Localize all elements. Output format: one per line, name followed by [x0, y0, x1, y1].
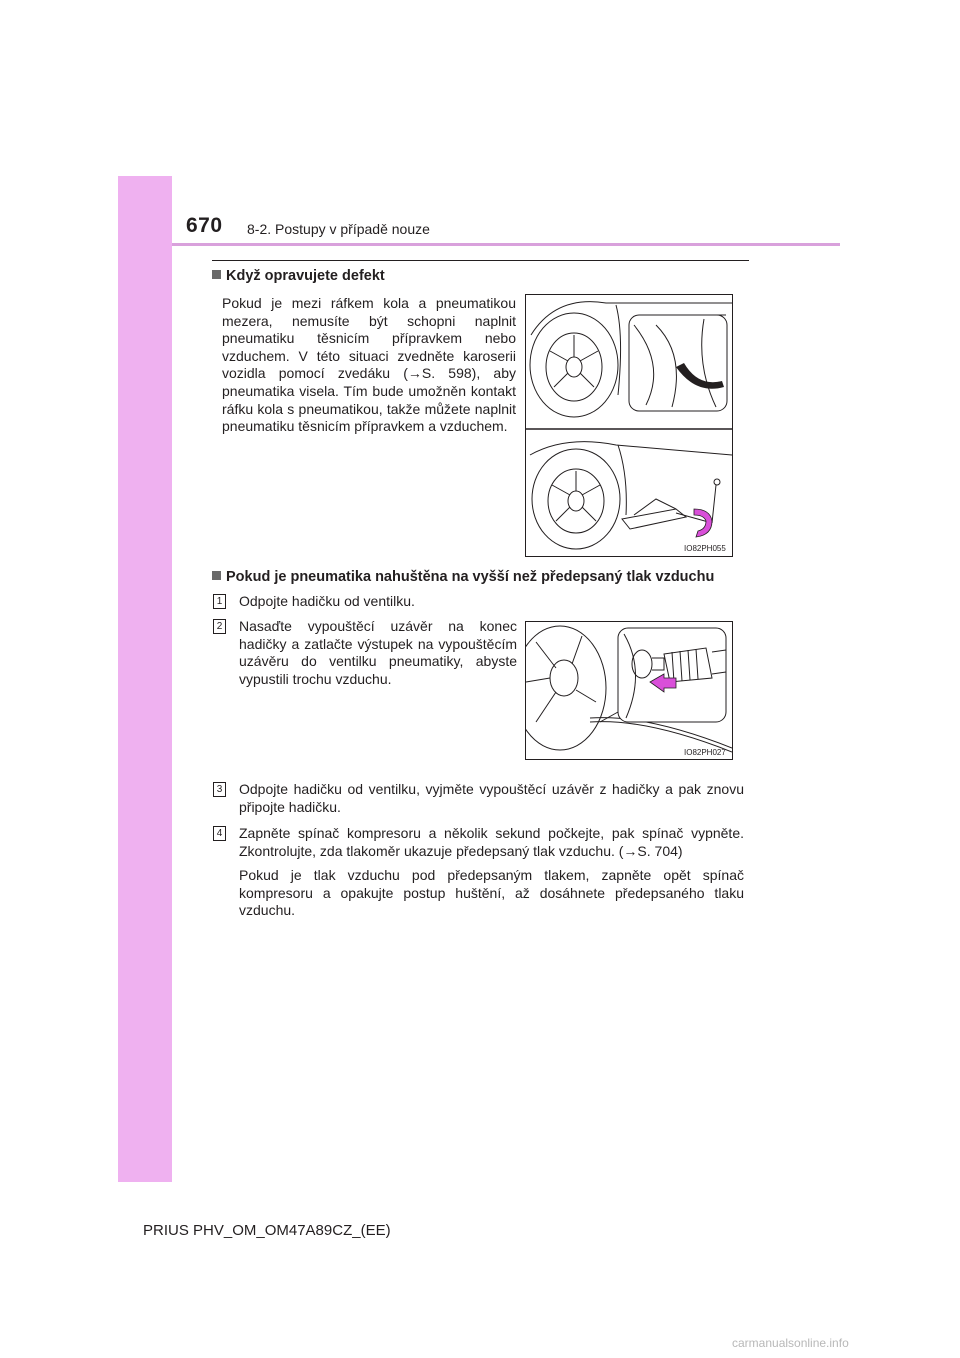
- figure-jack-lift: [525, 294, 733, 557]
- watermark: carmanualsonline.info: [732, 1336, 849, 1350]
- step-number-3: 3: [213, 782, 226, 797]
- step-3-text: Odpojte hadičku od ventilku, vyjměte vypouštěcí uzávěr z hadičky a pak znovu připojte hadičku.: [239, 781, 744, 815]
- content-rule: [212, 260, 749, 261]
- paragraph-defect: Pokud je mezi ráfkem kola a pneumatikou mezera, nemusíte být schopni naplnit pneumatiku těsnicím přípravkem nebo vzduchem. V této situaci zvedněte karoserii vozidla pomocí zvedáku (→S. 598), aby pneumatika visela. Tím bude umožněn kontakt ráfku kola s pneumatikou, takže můžete naplnit pneumatiku těsnicím přípravkem a vzduchem.: [222, 295, 516, 435]
- heading-text: Když opravujete defekt: [226, 268, 385, 284]
- chapter-sidebar-tab: [118, 176, 172, 1182]
- step-number-4: 4: [213, 826, 226, 841]
- step-2-text: Nasaďte vypouštěcí uzávěr na konec hadičky a zatlačte výstupek na vypouštěcím uzávěru do ventilku pneumatiky, abyste vypustili trochu vzduchu.: [239, 618, 517, 687]
- heading-overinflated: [212, 569, 714, 585]
- footer-doc-code: PRIUS PHV_OM_OM47A89CZ_(EE): [143, 1222, 391, 1239]
- section-title: 8-2. Postupy v případě nouze: [247, 221, 430, 237]
- header-divider: [172, 243, 840, 246]
- step-number-2: 2: [213, 619, 226, 634]
- jack-lift-illustration: [526, 295, 732, 556]
- step-1-text: Odpojte hadičku od ventilku.: [239, 593, 415, 609]
- figure-code: IO82PH055: [684, 544, 726, 553]
- figure-code: IO82PH027: [684, 748, 726, 757]
- heading-text: Pokud je pneumatika nahuštěna na vyšší než předepsaný tlak vzduchu: [226, 569, 715, 585]
- square-bullet-icon: [212, 270, 221, 279]
- valve-release-illustration: [526, 622, 732, 759]
- figure-valve-release: [525, 621, 733, 760]
- page-number: 670: [186, 214, 223, 237]
- step-4-note: Pokud je tlak vzduchu pod předepsaným tlakem, zapněte opět spínač kompresoru a opakujte postup huštění, až dosáhnete předepsaného tlaku vzduchu.: [239, 867, 744, 919]
- step-4-text: Zapněte spínač kompresoru a několik sekund počkejte, pak spínač vypněte. Zkontrolujte, zda tlakoměr ukazuje předepsaný tlak vzduchu. (→S. 704): [239, 825, 744, 859]
- square-bullet-icon: [212, 571, 221, 580]
- heading-repair-defect: [212, 268, 385, 284]
- step-number-1: 1: [213, 594, 226, 609]
